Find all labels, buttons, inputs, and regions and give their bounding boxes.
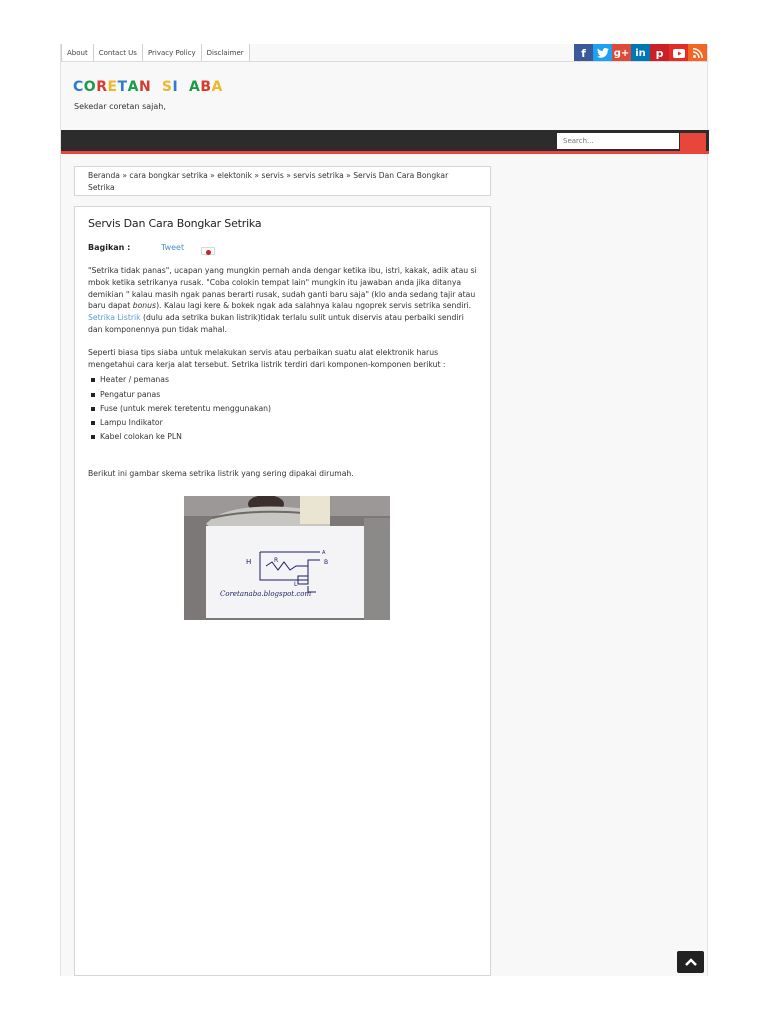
youtube-icon[interactable] [669, 44, 688, 62]
search-button[interactable] [680, 133, 706, 151]
setrika-listrik-link[interactable]: Setrika Listrik [88, 313, 141, 323]
svg-text:B: B [324, 559, 329, 566]
schematic-photo[interactable] [184, 496, 390, 620]
breadcrumb: Beranda » cara bongkar setrika » elektonik » servis » servis setrika » Servis Dan Cara Bongkar Setrika [74, 166, 491, 196]
top-link-disclaimer[interactable]: Disclaimer [202, 44, 250, 62]
top-link-privacy[interactable]: Privacy Policy [143, 44, 202, 62]
list-item: Kabel colokan ke PLN [88, 430, 480, 444]
site-tagline: Sekedar coretan sajah, [74, 102, 166, 111]
top-links [61, 44, 250, 62]
facebook-icon[interactable]: f [574, 44, 593, 62]
component-list [88, 373, 480, 444]
linkedin-icon[interactable]: in [631, 44, 650, 62]
pinterest-icon[interactable]: p [650, 44, 669, 62]
tweet-button[interactable]: Tweet [161, 243, 185, 252]
navigation-bar [61, 130, 709, 154]
search-input[interactable] [557, 133, 679, 149]
paragraph-schematic: Berikut ini gambar skema setrika listrik yang sering dipakai dirumah. [88, 469, 354, 479]
paragraph-components: Seperti biasa tips siaba untuk melakukan servis atau perbaikan suatu alat elektronik harus mengetahui cara kerja alat tersebut. Setrika listrik terdiri dari komponen-komponen berikut : [88, 347, 446, 369]
list-item: Lampu Indikator [88, 416, 480, 430]
chevron-up-icon [684, 957, 698, 967]
list-item: Heater / pemanas [88, 373, 480, 387]
post-title: Servis Dan Cara Bongkar Setrika [88, 217, 262, 230]
post-content [88, 265, 480, 491]
svg-text:L: L [294, 581, 298, 588]
share-label: Bagikan : [88, 243, 131, 252]
figure-watermark: Coretanaba.blogspot.com [220, 590, 312, 598]
googleplus-icon[interactable]: g+ [612, 44, 631, 62]
top-link-about[interactable]: About [61, 44, 94, 62]
list-item: Fuse (untuk merek teretentu menggunakan) [88, 402, 480, 416]
top-link-contact[interactable]: Contact Us [94, 44, 143, 62]
site-logo[interactable]: CORETAN SI ABA [73, 79, 223, 95]
pinterest-save-button[interactable] [201, 247, 215, 255]
paragraph-intro: "Setrika tidak panas", ucapan yang mungkin pernah anda dengar ketika ibu, istri, kakak, adik atau si mbok ketika setrikanya rusak. "Coba colokin tempat lain" mungkin itu jawaban anda jika ditanya demikian " kalau masih ngak panas berarti rusak, sudah ganti baru saja" (klo anda sedang tajir atau baru dapat bonus). Kalau lagi kere & bokek ngak ada salahnya kalau ngoprek servis setrika sendiri. Setrika Listrik (dulu ada setrika bukan listrik)tidak terlalu sulit untuk diservis atau perbaiki sendiri dan komponennya pun tidak mahal. [88, 266, 477, 334]
scroll-to-top-button[interactable] [677, 951, 704, 973]
header-divider [61, 61, 709, 62]
svg-text:H: H [246, 558, 252, 566]
twitter-icon[interactable] [593, 44, 612, 62]
page-container [60, 44, 708, 976]
list-item: Pengatur panas [88, 388, 480, 402]
svg-text:A: A [322, 550, 326, 556]
social-icons [574, 44, 707, 62]
svg-text:R: R [274, 557, 279, 564]
rss-icon[interactable] [688, 44, 707, 62]
post-card [74, 206, 491, 976]
